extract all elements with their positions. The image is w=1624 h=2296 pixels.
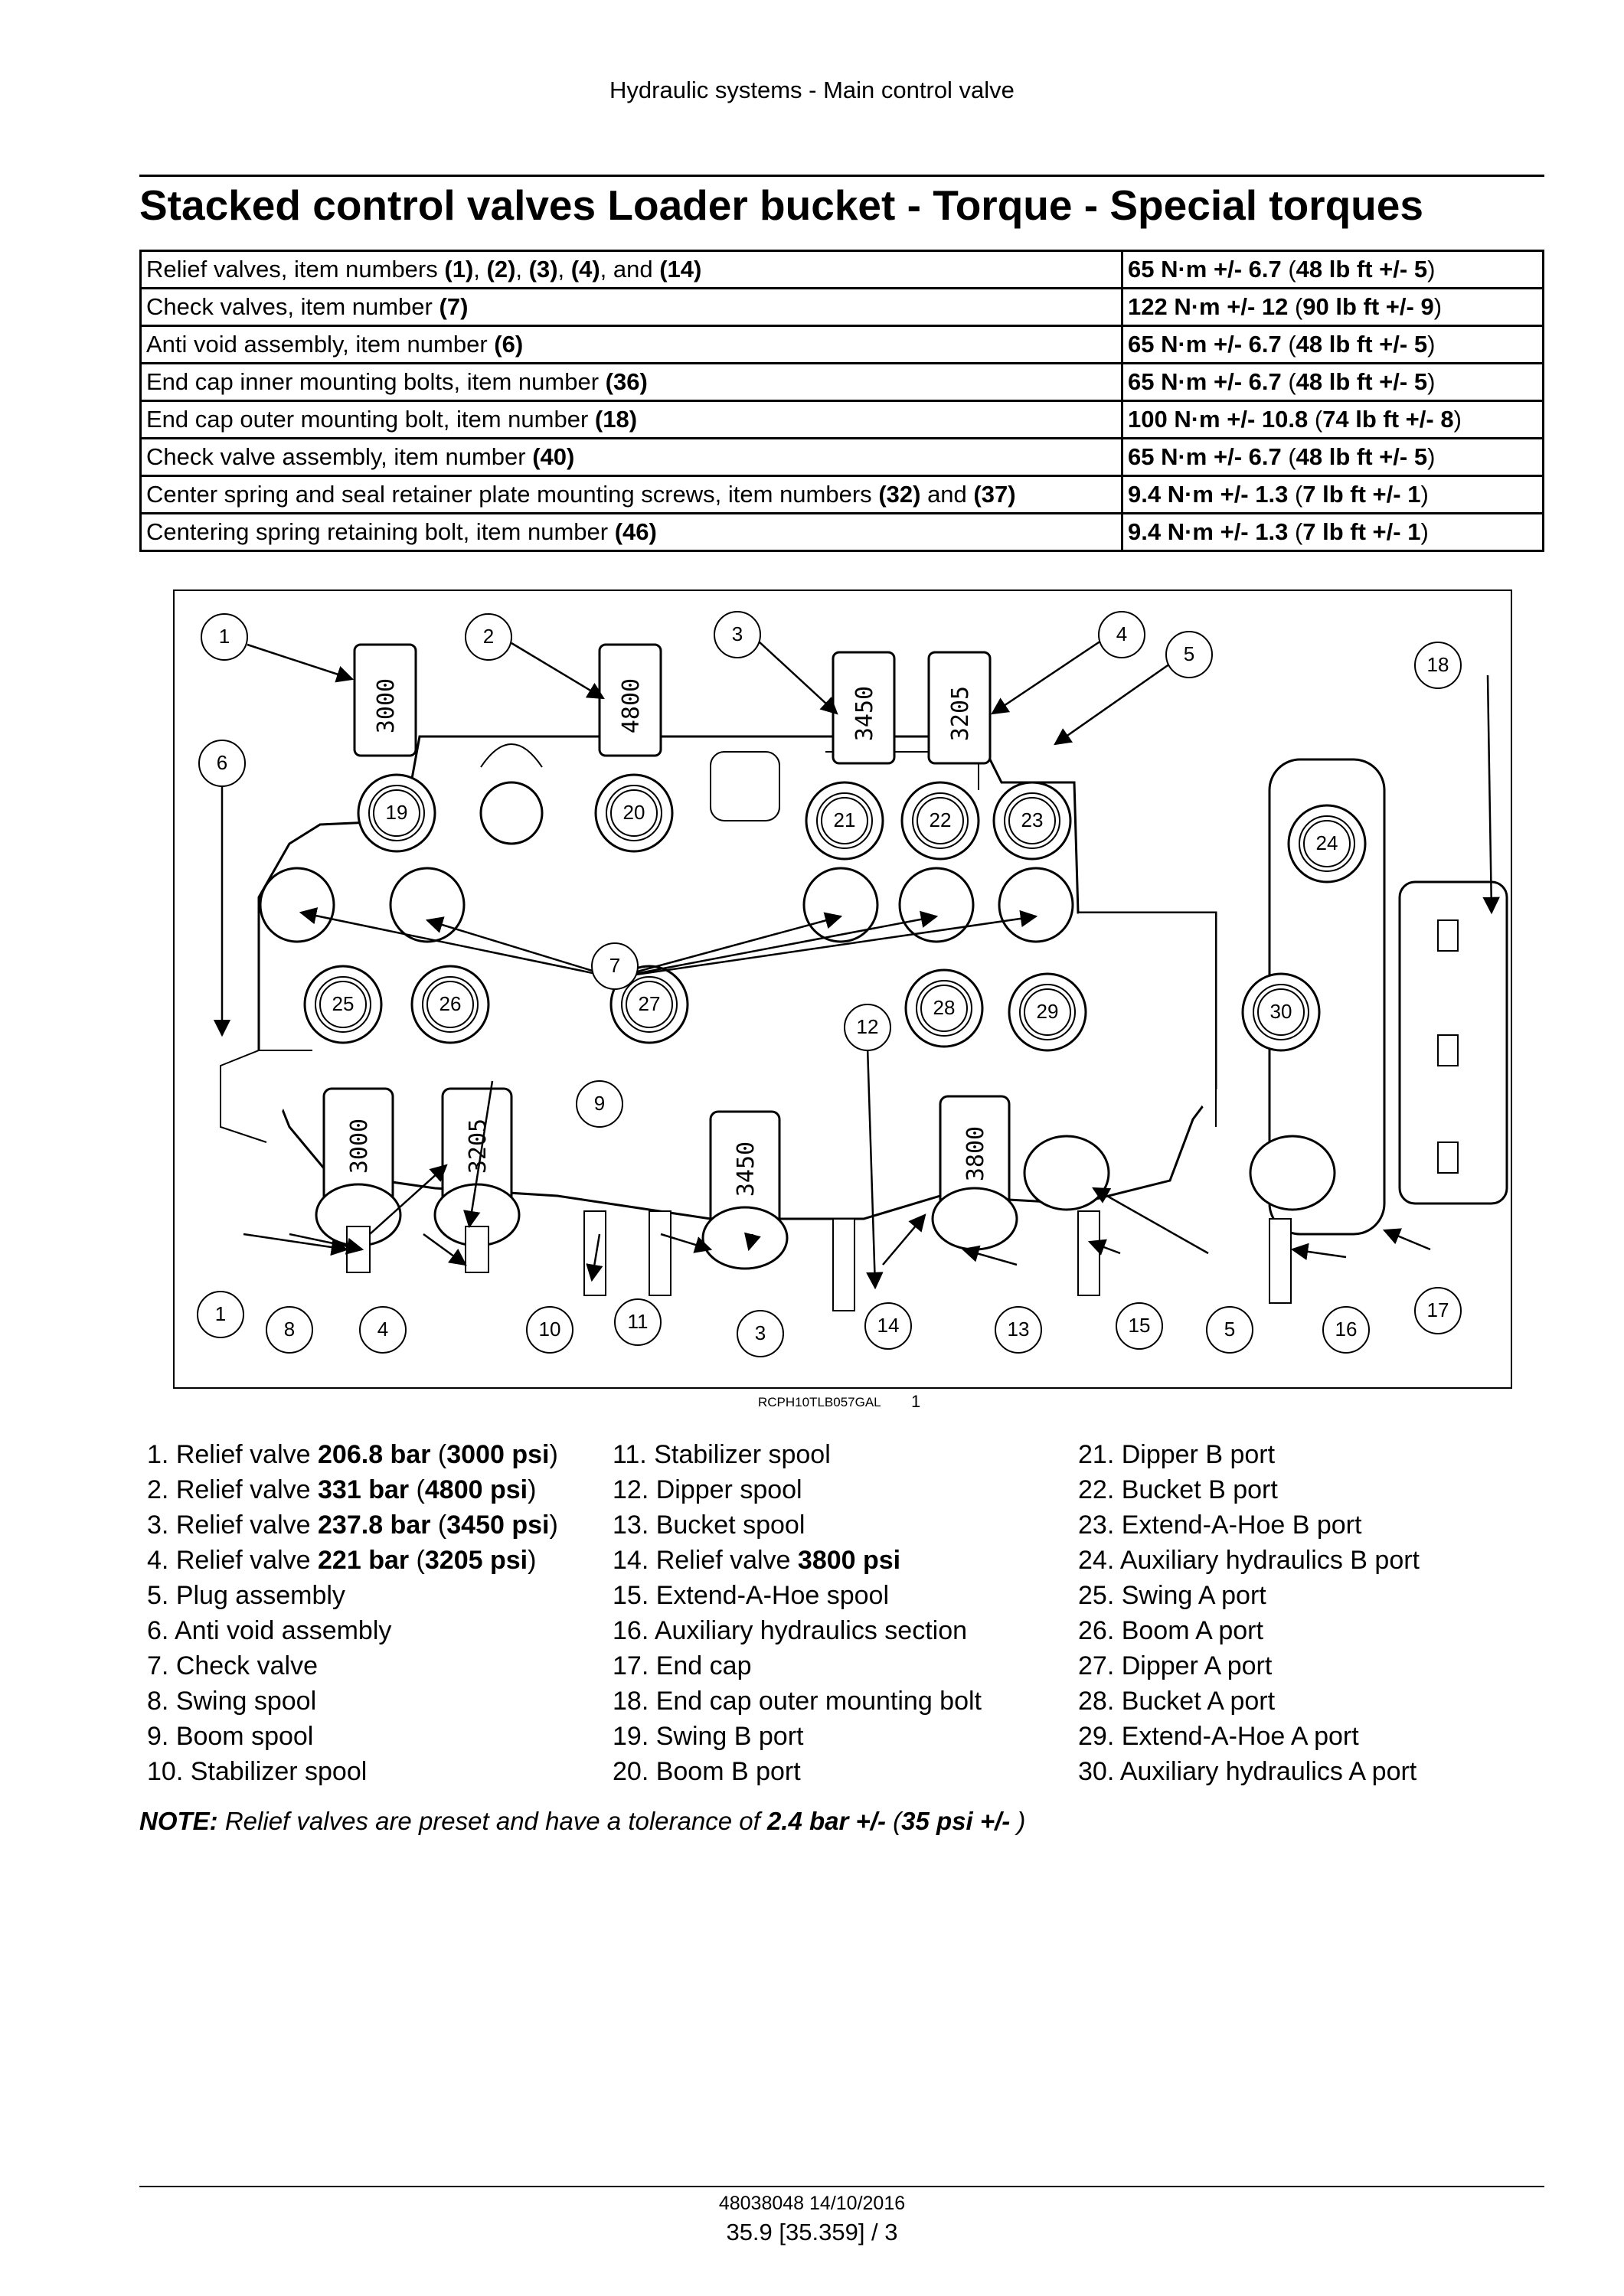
callout-17 (1415, 1288, 1461, 1334)
item-cell: Anti void assembly, item number (6) (141, 326, 1122, 364)
svg-text:8: 8 (283, 1317, 296, 1341)
callout-5 (1166, 632, 1212, 678)
svg-text:16: 16 (1335, 1317, 1358, 1341)
legend-column (1078, 1437, 1420, 1789)
note: NOTE: Relief valves are preset and have a tolerance of 2.4 bar +/- (35 psi +/- ) (139, 1807, 1026, 1835)
note-label: NOTE: (139, 1807, 218, 1835)
footer-doc-id: 48038048 14/10/2016 (718, 2193, 906, 2214)
callout-4 (1099, 612, 1145, 658)
legend-item: 6. Anti void assembly (147, 1616, 392, 1645)
callout-4-lower (360, 1307, 406, 1353)
legend-item: 3. Relief valve 237.8 bar (3450 psi) (147, 1511, 558, 1540)
spool-ends (347, 1211, 1291, 1311)
legend-item: 7. Check valve (147, 1651, 319, 1680)
valve-stamp: 4800 (618, 678, 645, 734)
torque-cell: 122 N·m +/- 12 (90 lb ft +/- 9) (1122, 289, 1544, 326)
legend-item: 29. Extend-A-Hoe A port (1078, 1722, 1359, 1751)
legend-item: 28. Bucket A port (1078, 1687, 1276, 1716)
svg-text:26: 26 (439, 991, 462, 1015)
item-cell: End cap inner mounting bolts, item number (36) (141, 364, 1122, 401)
svg-text:22: 22 (929, 808, 952, 831)
torque-cell: 9.4 N·m +/- 1.3 (7 lb ft +/- 1) (1122, 514, 1544, 551)
svg-text:9: 9 (593, 1091, 606, 1115)
svg-text:4: 4 (377, 1317, 389, 1341)
svg-text:1: 1 (218, 624, 230, 648)
legend-item: 22. Bucket B port (1078, 1475, 1278, 1504)
legend-item: 11. Stabilizer spool (613, 1440, 831, 1469)
figure-number: 1 (911, 1392, 921, 1411)
item-cell: Center spring and seal retainer plate mounting screws, item numbers (32) and (37) (141, 476, 1122, 514)
callout-9 (577, 1081, 622, 1127)
item-cell: Check valves, item number (7) (141, 289, 1122, 326)
svg-text:12: 12 (856, 1014, 879, 1038)
svg-text:17: 17 (1426, 1298, 1449, 1321)
callout-29 (1024, 989, 1070, 1035)
svg-text:15: 15 (1128, 1313, 1151, 1337)
svg-text:1: 1 (214, 1302, 227, 1325)
torque-cell: 65 N·m +/- 6.7 (48 lb ft +/- 5) (1122, 439, 1544, 476)
bottom-rule (139, 2186, 1544, 2187)
legend-item: 27. Dipper A port (1078, 1651, 1273, 1680)
table-row (141, 289, 1544, 326)
callout-20 (611, 790, 657, 836)
legend-item: 17. End cap (613, 1651, 752, 1680)
legend-item: 25. Swing A port (1078, 1581, 1266, 1610)
svg-text:6: 6 (216, 750, 228, 774)
valve-stamp: 3800 (962, 1125, 989, 1182)
legend-item: 26. Boom A port (1078, 1616, 1263, 1645)
callout-15 (1116, 1303, 1162, 1349)
table-row (141, 364, 1544, 401)
svg-text:11: 11 (627, 1309, 649, 1333)
callout-6 (199, 740, 245, 786)
callout-28 (921, 985, 967, 1031)
svg-text:24: 24 (1315, 831, 1338, 854)
valve-stamp: 3000 (373, 678, 400, 734)
valve-stamp: 3205 (947, 685, 974, 742)
callout-21 (822, 798, 868, 844)
svg-text:28: 28 (933, 995, 956, 1019)
legend-item: 24. Auxiliary hydraulics B port (1078, 1546, 1420, 1575)
callout-25 (320, 981, 366, 1027)
callout-18 (1415, 642, 1461, 688)
svg-text:30: 30 (1269, 999, 1292, 1023)
legend-column (613, 1437, 982, 1789)
footer-page-number: 35.9 [35.359] / 3 (726, 2219, 898, 2245)
legend-item: 14. Relief valve 3800 psi (613, 1546, 901, 1575)
callout-10 (527, 1307, 573, 1353)
legend-item: 1. Relief valve 206.8 bar (3000 psi) (147, 1440, 558, 1469)
callout-8 (266, 1307, 312, 1353)
valve-stamp: 3450 (851, 685, 878, 742)
svg-text:2: 2 (482, 624, 495, 648)
legend-item: 12. Dipper spool (613, 1475, 802, 1504)
svg-text:4: 4 (1116, 622, 1128, 645)
svg-text:18: 18 (1426, 652, 1449, 676)
torque-cell: 9.4 N·m +/- 1.3 (7 lb ft +/- 1) (1122, 476, 1544, 514)
legend-item: 13. Bucket spool (613, 1511, 805, 1540)
torque-cell: 65 N·m +/- 6.7 (48 lb ft +/- 5) (1122, 364, 1544, 401)
valve-illustration (173, 590, 1512, 1389)
legend-item: 30. Auxiliary hydraulics A port (1078, 1757, 1417, 1786)
callout-12 (845, 1004, 890, 1050)
torque-cell: 65 N·m +/- 6.7 (48 lb ft +/- 5) (1122, 251, 1544, 289)
callout-26 (427, 981, 473, 1027)
svg-text:20: 20 (622, 800, 645, 824)
legend-item: 10. Stabilizer spool (147, 1757, 368, 1786)
legend-item: 20. Boom B port (613, 1757, 801, 1786)
callout-22 (917, 798, 963, 844)
svg-text:21: 21 (833, 808, 856, 831)
legend-item: 9. Boom spool (147, 1722, 314, 1751)
legend-column (147, 1437, 558, 1789)
torque-table (139, 250, 1544, 552)
legend-item: 21. Dipper B port (1078, 1440, 1276, 1469)
legend-item: 8. Swing spool (147, 1687, 317, 1716)
callout-19 (374, 790, 420, 836)
svg-text:25: 25 (332, 991, 355, 1015)
callout-24 (1304, 821, 1350, 867)
valve-stamp: 3000 (346, 1118, 373, 1174)
table-row (141, 326, 1544, 364)
legend-item: 15. Extend-A-Hoe spool (613, 1581, 889, 1610)
callout-30 (1258, 989, 1304, 1035)
svg-text:14: 14 (877, 1313, 900, 1337)
callout-11 (615, 1299, 661, 1345)
legend-item: 16. Auxiliary hydraulics section (613, 1616, 968, 1645)
torque-cell: 100 N·m +/- 10.8 (74 lb ft +/- 8) (1122, 401, 1544, 439)
legend-item: 19. Swing B port (613, 1722, 804, 1751)
callout-3 (714, 612, 760, 658)
svg-text:13: 13 (1007, 1317, 1030, 1341)
running-header: Hydraulic systems - Main control valve (609, 77, 1015, 103)
legend-item: 18. End cap outer mounting bolt (613, 1687, 982, 1716)
callout-5-lower (1207, 1307, 1253, 1353)
top-rule (139, 175, 1544, 177)
table-row (141, 251, 1544, 289)
legend-item: 5. Plug assembly (147, 1581, 345, 1610)
legend-item: 23. Extend-A-Hoe B port (1078, 1511, 1362, 1540)
valve-stamp: 3450 (733, 1141, 760, 1197)
item-cell: Relief valves, item numbers (1), (2), (3), (4), and (14) (141, 251, 1122, 289)
callout-3-lower (737, 1311, 783, 1357)
table-row (141, 439, 1544, 476)
svg-text:19: 19 (385, 800, 408, 824)
svg-text:3: 3 (731, 622, 743, 645)
table-row (141, 401, 1544, 439)
callout-1 (201, 614, 247, 660)
table-row (141, 476, 1544, 514)
callout-14 (865, 1303, 911, 1349)
item-cell: Centering spring retaining bolt, item number (46) (141, 514, 1122, 551)
legend-item: 2. Relief valve 331 bar (4800 psi) (147, 1475, 537, 1504)
callout-2 (466, 614, 511, 660)
svg-text:29: 29 (1036, 999, 1059, 1023)
svg-text:10: 10 (538, 1317, 561, 1341)
callout-1-lower (198, 1292, 243, 1337)
legend-item: 4. Relief valve 221 bar (3205 psi) (147, 1546, 537, 1575)
valve-stamp: 3205 (465, 1118, 492, 1174)
page-title: Stacked control valves Loader bucket - Torque - Special torques (139, 181, 1423, 229)
callout-7 (592, 943, 638, 989)
svg-text:7: 7 (609, 953, 621, 977)
valve-drawing (175, 591, 1511, 1387)
svg-text:3: 3 (754, 1321, 766, 1344)
svg-text:23: 23 (1021, 808, 1044, 831)
item-cell: End cap outer mounting bolt, item number (18) (141, 401, 1122, 439)
table-row (141, 514, 1544, 551)
figure-reference-code: RCPH10TLB057GAL (758, 1395, 881, 1409)
callout-23 (1009, 798, 1055, 844)
callout-16 (1323, 1307, 1369, 1353)
callout-27 (626, 981, 672, 1027)
torque-cell: 65 N·m +/- 6.7 (48 lb ft +/- 5) (1122, 326, 1544, 364)
svg-text:27: 27 (638, 991, 661, 1015)
svg-text:5: 5 (1183, 642, 1195, 665)
svg-text:5: 5 (1224, 1317, 1236, 1341)
item-cell: Check valve assembly, item number (40) (141, 439, 1122, 476)
callout-13 (995, 1307, 1041, 1353)
